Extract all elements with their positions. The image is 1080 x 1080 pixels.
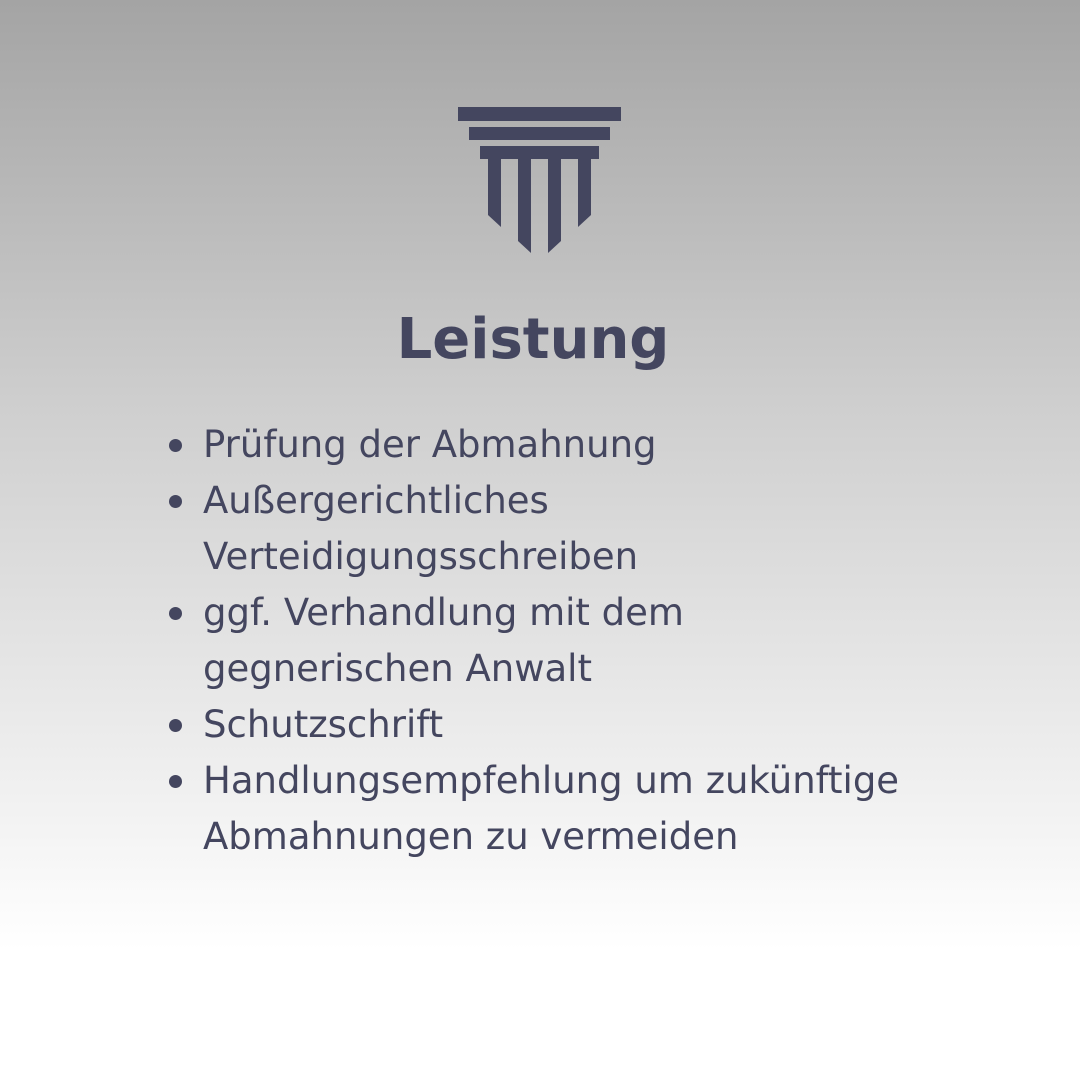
list-item bbox=[166, 753, 993, 865]
list-item-text: Handlungsempfehlung um zukünftige Abmahnungen zu vermeiden bbox=[203, 759, 900, 858]
bullet-icon bbox=[169, 439, 182, 452]
bullet-icon bbox=[169, 495, 182, 508]
list-item bbox=[166, 473, 803, 585]
list-item bbox=[166, 417, 966, 473]
list-item bbox=[166, 697, 966, 753]
list-item-text: Prüfung der Abmahnung bbox=[203, 423, 657, 466]
list-item bbox=[166, 585, 803, 697]
bullet-icon bbox=[169, 607, 182, 620]
list-item-text: Außergerichtliches Verteidigungsschreiben bbox=[203, 479, 639, 578]
bullet-icon bbox=[169, 719, 182, 732]
list-item-text: Schutzschrift bbox=[203, 703, 444, 746]
greek-column-icon bbox=[457, 107, 622, 255]
bullet-icon bbox=[169, 775, 182, 788]
list-item-text: ggf. Verhandlung mit dem gegnerischen Anwalt bbox=[203, 591, 684, 690]
services-list bbox=[166, 417, 966, 865]
page-title: Leistung bbox=[396, 307, 670, 372]
